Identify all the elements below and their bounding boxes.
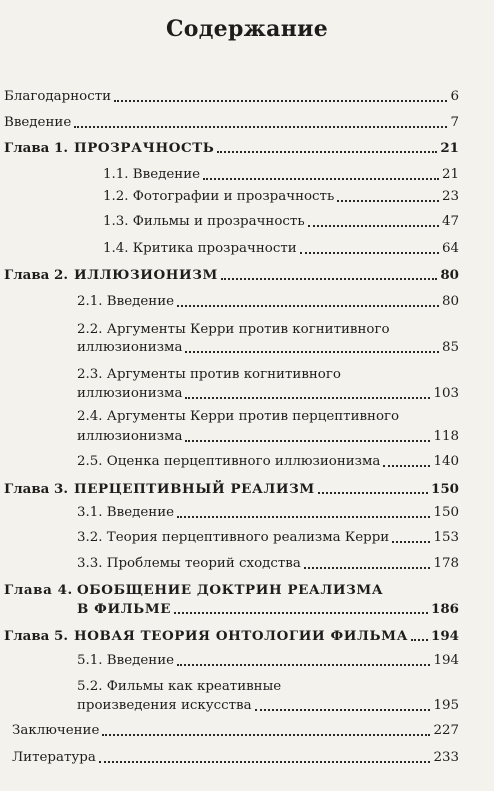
toc-entry-page: 195 — [433, 698, 459, 713]
toc-entry-introduction[interactable] — [4, 114, 459, 132]
dot-leader — [102, 734, 430, 736]
toc-entry-page: 178 — [433, 556, 459, 571]
chapter-title: ПРОЗРАЧНОСТЬ — [74, 140, 215, 156]
chapter-title: НОВАЯ ТЕОРИЯ ОНТОЛОГИИ ФИЛЬМА — [74, 628, 409, 644]
toc-entry-page: 85 — [441, 340, 459, 355]
toc-entry-page: 140 — [433, 454, 459, 469]
toc-section-1-1[interactable] — [103, 166, 459, 184]
toc-chapter-4-number: Глава 4. — [4, 582, 73, 598]
toc-entry-page: 153 — [433, 530, 459, 545]
toc-entry-label: 1.2. Фотографии и прозрачность — [103, 189, 335, 204]
toc-entry-label: 3.2. Теория перцептивного реализма Керри — [77, 530, 390, 545]
chapter-number: Глава 1. — [4, 140, 68, 156]
toc-section-2-4-line1: 2.4. Аргументы Керри против перцептивного — [77, 409, 400, 424]
toc-chapter-4[interactable] — [77, 600, 459, 618]
dot-leader — [74, 126, 447, 128]
toc-entry-page: 194 — [431, 628, 459, 644]
dot-leader — [185, 440, 430, 442]
toc-entry-label: произведения искусства — [77, 698, 252, 713]
dot-leader — [337, 200, 439, 202]
toc-section-5-2[interactable] — [77, 697, 459, 715]
toc-entry-page: 6 — [450, 89, 459, 104]
dot-leader — [99, 761, 431, 763]
toc-section-1-4[interactable] — [103, 240, 459, 258]
toc-chapter-3[interactable] — [4, 480, 459, 498]
toc-entry-label: Благодарности — [4, 89, 112, 104]
toc-entry-page: 233 — [433, 750, 459, 765]
toc-entry-literature[interactable] — [12, 749, 459, 767]
chapter-number: Глава 2. — [4, 267, 68, 283]
toc-entry-page: 21 — [441, 167, 459, 182]
dot-leader — [177, 664, 430, 666]
dot-leader — [203, 178, 439, 180]
toc-chapter-5[interactable] — [4, 627, 459, 645]
dot-leader — [318, 492, 428, 494]
toc-entry-page: 103 — [433, 386, 459, 401]
toc-chapter-2[interactable] — [4, 266, 459, 284]
chapter-title: ПЕРЦЕПТИВНЫЙ РЕАЛИЗМ — [74, 481, 315, 497]
dot-leader — [114, 100, 447, 102]
toc-entry-label: иллюзионизма — [77, 386, 183, 401]
dot-leader — [217, 151, 437, 153]
toc-entry-label: Введение — [4, 115, 72, 130]
toc-section-2-4[interactable] — [77, 428, 459, 446]
toc-entry-label: 2.1. Введение — [77, 294, 175, 309]
toc-entry-label: Заключение — [12, 723, 100, 738]
dot-leader — [383, 465, 430, 467]
toc-entry-page: 118 — [433, 429, 459, 444]
chapter-title: В ФИЛЬМЕ — [77, 601, 172, 617]
chapter-number: Глава 5. — [4, 628, 68, 644]
page-title: Содержание — [165, 16, 329, 42]
toc-section-5-2-line1: 5.2. Фильмы как креативные — [77, 679, 282, 694]
dot-leader — [300, 252, 439, 254]
toc-section-2-2[interactable] — [77, 339, 459, 357]
toc-section-2-3[interactable] — [77, 385, 459, 403]
dot-leader — [411, 639, 428, 641]
toc-entry-acknowledgements[interactable] — [4, 88, 459, 106]
dot-leader — [308, 225, 439, 227]
toc-entry-page: 64 — [441, 241, 459, 256]
toc-entry-label: Литература — [12, 750, 96, 765]
toc-entry-label: 3.3. Проблемы теорий сходства — [77, 556, 301, 571]
toc-section-3-2[interactable] — [77, 529, 459, 547]
toc-entry-label: иллюзионизма — [77, 340, 183, 355]
toc-entry-page: 150 — [431, 481, 459, 497]
toc-entry-label: иллюзионизма — [77, 429, 183, 444]
chapter-title: ИЛЛЮЗИОНИЗМ — [74, 267, 218, 283]
toc-section-2-5[interactable] — [77, 453, 459, 471]
toc-entry-label: 1.4. Критика прозрачности — [103, 241, 297, 256]
toc-entry-page: 47 — [441, 214, 459, 229]
toc-entry-page: 80 — [440, 267, 459, 283]
toc-entry-page: 7 — [450, 115, 459, 130]
dot-leader — [255, 709, 431, 711]
toc-entry-label: 2.5. Оценка перцептивного иллюзионизма — [77, 454, 381, 469]
toc-entry-page: 150 — [433, 505, 459, 520]
toc-entry-page: 227 — [433, 723, 459, 738]
toc-entry-page: 23 — [441, 189, 459, 204]
toc-section-2-2-line1: 2.2. Аргументы Керри против когнитивного — [77, 322, 390, 337]
toc-section-3-3[interactable] — [77, 555, 459, 573]
toc-section-2-3-line1: 2.3. Аргументы против когнитивного — [77, 367, 341, 382]
dot-leader — [177, 516, 430, 518]
toc-entry-page: 21 — [440, 140, 459, 156]
dot-leader — [392, 541, 430, 543]
dot-leader — [304, 567, 431, 569]
toc-section-2-1[interactable] — [77, 293, 459, 311]
toc-chapter-1[interactable] — [4, 139, 459, 157]
toc-entry-conclusion[interactable] — [12, 722, 459, 740]
toc-entry-label: 1.3. Фильмы и прозрачность — [103, 214, 305, 229]
dot-leader — [185, 351, 439, 353]
toc-entry-page: 194 — [433, 653, 459, 668]
toc-entry-page: 80 — [441, 294, 459, 309]
toc-section-1-3[interactable] — [103, 213, 459, 231]
toc-entry-page: 186 — [431, 601, 459, 617]
toc-entry-label: 3.1. Введение — [77, 505, 175, 520]
toc-chapter-4-line1: ОБОБЩЕНИЕ ДОКТРИН РЕАЛИЗМА — [77, 582, 384, 598]
toc-entry-label: 5.1. Введение — [77, 653, 175, 668]
toc-section-3-1[interactable] — [77, 504, 459, 522]
dot-leader — [221, 278, 437, 280]
chapter-number: Глава 3. — [4, 481, 68, 497]
toc-entry-label: 1.1. Введение — [103, 167, 201, 182]
dot-leader — [174, 612, 428, 614]
dot-leader — [185, 397, 430, 399]
toc-section-5-1[interactable] — [77, 652, 459, 670]
dot-leader — [177, 305, 439, 307]
toc-section-1-2[interactable] — [103, 188, 459, 206]
